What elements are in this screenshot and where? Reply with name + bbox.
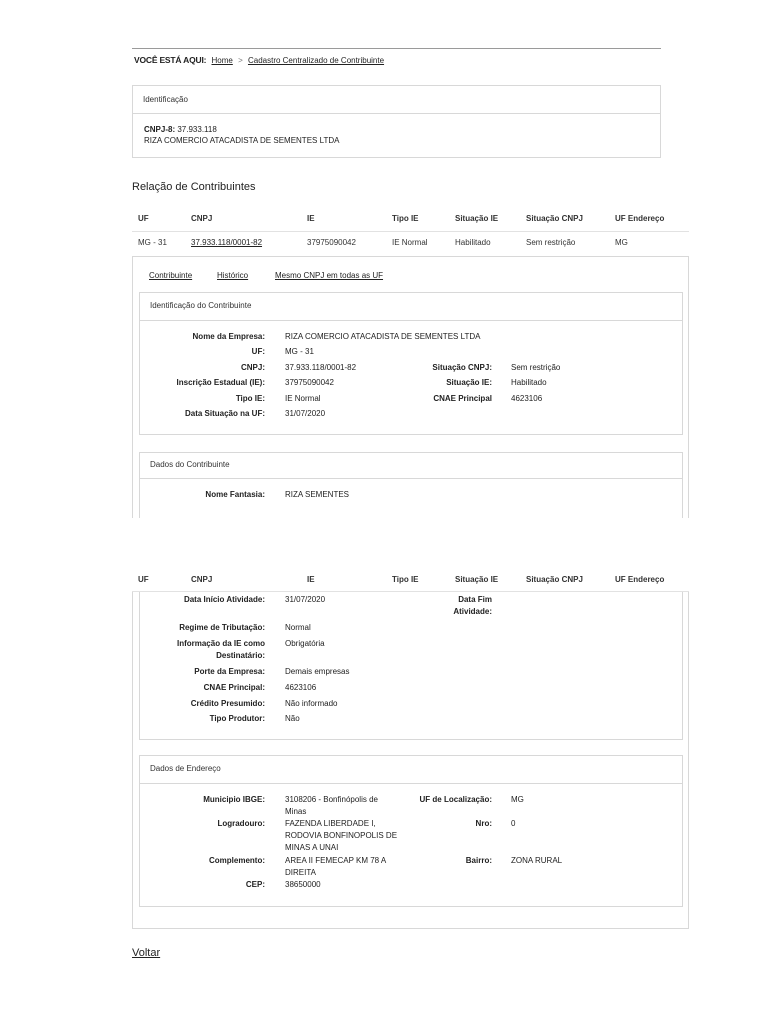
breadcrumb: [134, 55, 384, 65]
value-cnae: 4623106: [511, 394, 543, 403]
label-complemento: Complemento:: [209, 856, 265, 865]
identification-box: [132, 85, 661, 158]
label-produtor: Tipo Produtor:: [209, 714, 265, 723]
label-cnae-principal: CNAE Principal:: [203, 683, 265, 692]
cnpj8-value: 37.933.118: [177, 125, 217, 134]
label-nro: Nro:: [475, 819, 492, 828]
row-situacao-cnpj: Sem restrição: [526, 238, 576, 247]
tab-mesmo-cnpj[interactable]: Mesmo CNPJ em todas as UF: [275, 271, 384, 280]
label-info-ie-2: Destinatário:: [216, 651, 265, 660]
cnpj8-label: CNPJ-8:: [144, 125, 176, 134]
label-uf: UF:: [251, 347, 265, 356]
value-complemento-2: DIREITA: [285, 868, 316, 877]
identification-title: Identificação: [133, 86, 660, 114]
endereco-section-title: Dados de Endereço: [140, 756, 682, 784]
table-header: [132, 205, 689, 231]
label-situacao-cnpj: Situação CNPJ:: [432, 363, 492, 372]
row-uf: MG - 31: [138, 238, 167, 247]
value-uf-localizacao: MG: [511, 795, 524, 804]
sticky-col-ie: IE: [307, 575, 315, 584]
value-situacao-cnpj: Sem restrição: [511, 363, 561, 372]
breadcrumb-separator: >: [238, 56, 243, 65]
dados-section: [139, 452, 683, 518]
row-ie: 37975090042: [307, 238, 356, 247]
sticky-col-uf: UF: [138, 575, 149, 584]
label-cnpj: CNPJ:: [240, 363, 265, 372]
value-nro: 0: [511, 819, 516, 828]
value-porte: Demais empresas: [285, 667, 350, 676]
label-nome-fantasia: Nome Fantasia:: [205, 490, 265, 499]
value-inicio-atividade: 31/07/2020: [285, 595, 326, 604]
value-bairro: ZONA RURAL: [511, 856, 563, 865]
breadcrumb-current-link[interactable]: Cadastro Centralizado de Contribuinte: [247, 56, 385, 65]
col-situacao-ie: Situação IE: [455, 214, 499, 223]
tab-contribuinte[interactable]: Contribuinte: [149, 271, 193, 280]
value-tipo-ie: IE Normal: [285, 394, 321, 403]
value-nome-fantasia: RIZA SEMENTES: [285, 490, 350, 499]
value-complemento-1: AREA II FEMECAP KM 78 A: [285, 856, 387, 865]
value-cnpj: 37.933.118/0001-82: [285, 363, 357, 372]
col-situacao-cnpj: Situação CNPJ: [526, 214, 583, 223]
top-divider: [132, 48, 661, 49]
value-credito: Não informado: [285, 699, 338, 708]
breadcrumb-home-link[interactable]: Home: [211, 56, 233, 65]
col-tipo-ie: Tipo IE: [392, 214, 419, 223]
row-uf-endereco: MG: [615, 238, 628, 247]
value-regime: Normal: [285, 623, 311, 632]
value-situacao-ie: Habilitado: [511, 378, 547, 387]
sticky-col-cnpj: CNPJ: [191, 575, 213, 584]
tab-historico[interactable]: Histórico: [217, 271, 249, 280]
label-bairro: Bairro:: [465, 856, 492, 865]
value-logradouro-1: FAZENDA LIBERDADE I,: [285, 819, 376, 828]
label-ie: Inscrição Estadual (IE):: [176, 378, 265, 387]
label-nome-empresa: Nome da Empresa:: [192, 332, 265, 341]
company-name: RIZA COMERCIO ATACADISTA DE SEMENTES LTDA: [144, 136, 340, 145]
value-produtor: Não: [285, 714, 300, 723]
col-uf-endereco: UF Endereço: [615, 214, 665, 223]
dados-section-title: Dados do Contribuinte: [140, 453, 682, 479]
label-data-situacao: Data Situação na UF:: [184, 409, 265, 418]
value-info-ie: Obrigatória: [285, 639, 325, 648]
value-ie: 37975090042: [285, 378, 334, 387]
label-cep: CEP:: [245, 880, 265, 889]
label-tipo-ie: Tipo IE:: [235, 394, 265, 403]
sticky-col-situacao-cnpj: Situação CNPJ: [526, 575, 583, 584]
value-data-situacao: 31/07/2020: [285, 409, 326, 418]
value-logradouro-2: RODOVIA BONFINOPOLIS DE: [285, 831, 398, 840]
table-row[interactable]: [132, 232, 689, 256]
label-info-ie-1: Informação da IE como: [176, 639, 265, 648]
row-cnpj-link[interactable]: 37.933.118/0001-82: [191, 238, 263, 247]
row-situacao-ie: Habilitado: [455, 238, 491, 247]
label-logradouro: Logradouro:: [217, 819, 265, 828]
sticky-col-tipo-ie: Tipo IE: [392, 575, 419, 584]
relation-title: Relação de Contribuintes: [132, 181, 256, 193]
label-municipio: Municipio IBGE:: [203, 795, 265, 804]
label-regime: Regime de Tributação:: [179, 623, 265, 632]
col-cnpj: CNPJ: [191, 214, 213, 223]
value-cnae-principal: 4623106: [285, 683, 317, 692]
label-fim-atividade-2: Atividade:: [453, 607, 492, 616]
label-porte: Porte da Empresa:: [194, 667, 265, 676]
voltar-link[interactable]: Voltar: [132, 947, 161, 959]
col-ie: IE: [307, 214, 315, 223]
sticky-col-uf-endereco: UF Endereço: [615, 575, 665, 584]
breadcrumb-prefix: VOCÊ ESTÁ AQUI:: [134, 55, 207, 65]
label-credito: Crédito Presumido:: [190, 699, 265, 708]
relation-table: [132, 205, 689, 256]
label-cnae: CNAE Principal: [433, 394, 492, 403]
label-inicio-atividade: Data Início Atividade:: [183, 595, 265, 604]
value-logradouro-3: MINAS A UNAI: [285, 843, 339, 852]
label-uf-localizacao: UF de Localização:: [419, 795, 492, 804]
value-municipio-1: 3108206 - Bonfinópolis de: [285, 795, 378, 804]
sticky-table-header: [132, 568, 689, 592]
value-municipio-2: Minas: [285, 807, 307, 816]
contribuinte-section-title: Identificação do Contribuinte: [140, 293, 682, 321]
label-situacao-ie: Situação IE:: [446, 378, 492, 387]
label-fim-atividade-1: Data Fim: [458, 595, 492, 604]
value-uf: MG - 31: [285, 347, 314, 356]
col-uf: UF: [138, 214, 149, 223]
value-cep: 38650000: [285, 880, 321, 889]
row-tipo-ie: IE Normal: [392, 238, 428, 247]
sticky-col-situacao-ie: Situação IE: [455, 575, 499, 584]
value-nome-empresa: RIZA COMERCIO ATACADISTA DE SEMENTES LTDA: [285, 332, 481, 341]
